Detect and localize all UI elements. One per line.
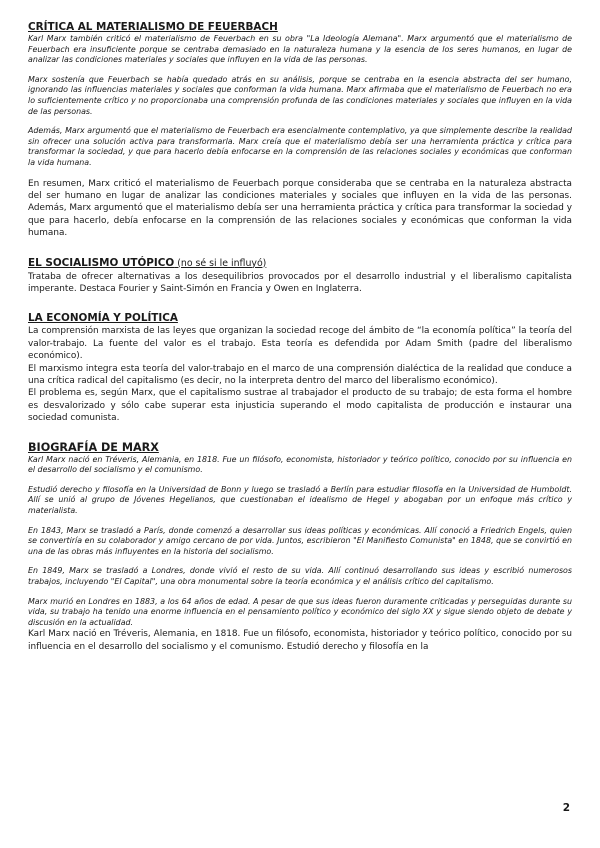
paragraph-feuerbach-3: Además, Marx argumentó que el materialismo de Feuerbach era esencialmente contemplativo, ya que simplemente describe la realidad sin ofrecer una solución activa para transformarla. Marx creía que el materialismo debía ser una herramienta práctica y crítica para transformar la sociedad, y que para hacerlo debía enfocarse en la comprensión de las relaciones sociales y económicas que conforman la vida humana. bbox=[28, 126, 572, 167]
paragraph-biografia-4: En 1849, Marx se trasladó a Londres, donde vivió el resto de su vida. Allí continuó desarrollando sus ideas y escribió numerosos trabajos, incluyendo "El Capital", una obra monumental sobre la teoría económica y el análisis crítico del capitalismo. bbox=[28, 566, 572, 586]
paragraph-biografia-5: Marx murió en Londres en 1883, a los 64 años de edad. A pesar de que sus ideas fueron duramente criticadas y perseguidas durante su vida, su trabajo ha tenido una enorme influencia en el pensamiento político y económico del siglo XX y sigue siendo objeto de debate y discusión en la actualidad. bbox=[28, 596, 572, 627]
paragraph-economia-2: El marxismo integra esta teoría del valor-trabajo en el marco de una comprensión dialéctica de la realidad que conduce a una crítica radical del capitalismo (es decir, no la interpreta dentro del marco del liberalismo económico). bbox=[28, 363, 572, 386]
paragraph-biografia-6: Karl Marx nació en Tréveris, Alemania, en 1818. Fue un filósofo, economista, historiador y teórico político, conocido por su influencia en el desarrollo del socialismo y el comunismo. Estudió derecho y filosofía en la bbox=[28, 629, 572, 652]
page-number: 2 bbox=[562, 802, 570, 814]
utopico-title-text: EL SOCIALISMO UTÓPICO bbox=[28, 256, 175, 269]
paragraph-economia-1: La comprensión marxista de las leyes que organizan la sociedad recoge del ámbito de “la economía política” la teoría del valor-trabajo. La fuente del valor es el trabajo. Esta teoría es defendida por Adam Smith (padre del liberalismo económico). bbox=[28, 326, 572, 362]
paragraph-biografia-2: Estudió derecho y filosofía en la Universidad de Bonn y luego se trasladó a Berlín para estudiar filosofía en la Universidad de Humboldt. Allí se unió al grupo de Jóvenes Hegelianos, que cuestionaban el idealismo de Hegel y abogaban por un enfoque más crítico y materialista. bbox=[28, 484, 572, 515]
paragraph-feuerbach-2: Marx sostenía que Feuerbach se había quedado atrás en su análisis, porque se centraba en la esencia abstracta del ser humano, ignorando las influencias materiales y sociales que conforman la vida humana. Marx afirmaba que el materialismo de Feuerbach no era lo suficientemente crítico y no proporcionaba una comprensión profunda de las condiciones materiales y sociales que influyen en la vida de las personas. bbox=[28, 74, 572, 116]
paragraph-biografia-1: Karl Marx nació en Tréveris, Alemania, en 1818. Fue un filósofo, economista, historiador y teórico político, conocido por su influencia en el desarrollo del socialismo y el comunismo. bbox=[28, 454, 572, 475]
utopico-note: (no sé si le influyó) bbox=[174, 257, 267, 269]
paragraph-utopico: Trataba de ofrecer alternativas a los desequilibrios provocados por el desarrollo industrial y el liberalismo capitalista imperante. Destaca Fourier y Saint-Simón en Francia y Owen en Inglaterra. bbox=[28, 271, 572, 294]
section-title-feuerbach: CRÍTICA AL MATERIALISMO DE FEUERBACH bbox=[28, 21, 278, 33]
paragraph-economia-3: El problema es, según Marx, que el capitalismo sustrae al trabajador el producto de su trabajo; de esta forma el hombre es desvalorizado y sólo cabe superar esta injusticia superando el modo capitalista de producción e instaurar una sociedad comunista. bbox=[28, 388, 572, 424]
paragraph-biografia-3: En 1843, Marx se trasladó a París, donde comenzó a desarrollar sus ideas políticas y económicas. Allí conoció a Friedrich Engels, quien se convertiría en su colaborador y amigo cercano de por vida. Juntos, escribieron "El Manifiesto Comunista" en 1848, que se convirtió en una de las obras más influyentes en la historia del socialismo. bbox=[28, 525, 572, 556]
paragraph-feuerbach-summary: En resumen, Marx criticó el materialismo de Feuerbach porque consideraba que se centraba en la naturaleza abstracta del ser humano en lugar de analizar las condiciones materiales y sociales que influyen en la vida de las personas. Además, Marx argumentó que el materialismo debía ser una herramienta práctica y crítica para transformar la sociedad y que para hacerlo, debía enfocarse en la comprensión de las relaciones sociales y económicas que conforman la vida humana. bbox=[28, 178, 572, 239]
section-title-economia: LA ECONOMÍA Y POLÍTICA bbox=[28, 312, 178, 325]
paragraph-feuerbach-1: Karl Marx también criticó el materialismo de Feuerbach en su obra "La Ideología Alemana". Marx argumentó que el materialismo de Feuerbach era insuficiente porque se centraba demasiado en la naturaleza humana y la esencia de los seres humanos, en lugar de analizar las condiciones materiales y sociales que influyen en la vida de las personas. bbox=[28, 34, 572, 65]
section-title-biografia: BIOGRAFÍA DE MARX bbox=[28, 440, 159, 454]
section-title-utopico bbox=[28, 256, 572, 271]
